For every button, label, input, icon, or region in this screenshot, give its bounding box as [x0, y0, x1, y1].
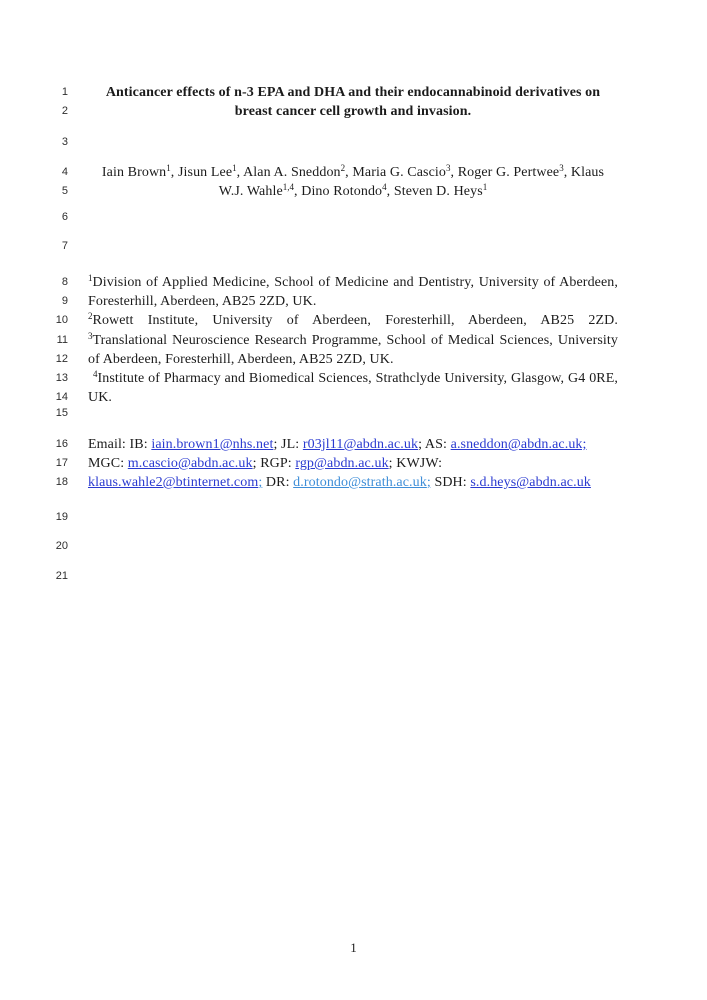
text-segment: 4 [93, 369, 98, 379]
email-link[interactable]: a.sneddon@abdn.ac.uk; [450, 437, 587, 452]
authors-line-2 [88, 182, 618, 202]
affiliation-line-6 [88, 369, 618, 389]
email-link[interactable]: ; [426, 475, 431, 490]
authors-line-1 [88, 163, 618, 183]
text-segment: Translational Neuroscience Research Programme, School of Medical Sciences, University [92, 333, 618, 348]
line-number: 1 [61, 86, 68, 98]
line-number: 18 [55, 476, 68, 488]
line-number: 12 [55, 353, 68, 365]
text-segment: 1 [166, 163, 171, 173]
affiliation-line-7 [88, 388, 618, 407]
line-number: 10 [55, 314, 68, 326]
email-link[interactable]: s.d.heys@abdn.ac.uk [470, 475, 591, 490]
text-segment: Iain Brown [101, 165, 167, 180]
text-segment: 3 [559, 163, 564, 173]
text-segment: 2 [88, 311, 93, 321]
text-segment: of Aberdeen, Foresterhill, Aberdeen, AB25 2ZD, UK. [88, 352, 394, 367]
text-segment: DR: [262, 475, 294, 490]
line-number: 19 [55, 511, 68, 523]
text-segment: breast cancer cell growth and invasion. [234, 104, 472, 119]
line-number: 5 [61, 185, 68, 197]
text-segment: , Klaus [563, 165, 605, 180]
title-line-2 [88, 102, 618, 121]
text-segment: ; AS: [418, 437, 451, 452]
text-segment: 1 [482, 182, 488, 192]
text-segment: UK. [88, 390, 113, 405]
text-segment: Rowett Institute, University of Aberdeen, Foresterhill, Aberdeen, AB25 2ZD. [92, 313, 618, 328]
email-link[interactable]: ; [258, 475, 263, 490]
text-segment: SDH: [430, 475, 471, 490]
line-number: 4 [61, 166, 68, 178]
line-number: 20 [55, 540, 68, 552]
line-number: 3 [61, 136, 68, 148]
text-segment: 3 [88, 331, 93, 341]
text-segment: 3 [446, 163, 451, 173]
text-segment: ; KWJW: [388, 456, 443, 471]
email-link[interactable]: d.rotondo@strath.ac.uk [293, 475, 427, 490]
text-segment: Foresterhill, Aberdeen, AB25 2ZD, UK. [88, 294, 317, 309]
text-segment: , Alan A. Sneddon [236, 165, 341, 180]
affiliation-line-4 [88, 331, 618, 351]
text-segment: 1 [88, 273, 93, 283]
affiliation-line-2 [88, 292, 618, 311]
text-segment: , Maria G. Cascio [345, 165, 446, 180]
line-number: 15 [55, 407, 68, 419]
email-line-2 [88, 454, 618, 473]
text-segment: 1,4 [282, 182, 295, 192]
line-number: 8 [61, 276, 68, 288]
text-segment: 4 [382, 182, 387, 192]
line-number: 17 [55, 457, 68, 469]
line-number: 11 [56, 334, 68, 346]
line-number: 16 [55, 438, 68, 450]
text-segment: , Steven D. Heys [386, 184, 483, 199]
email-line-1 [88, 435, 618, 454]
text-segment: Email: IB: [88, 437, 152, 452]
text-segment: , Roger G. Pertwee [450, 165, 560, 180]
text-segment: 2 [340, 163, 346, 173]
line-number: 6 [61, 211, 68, 223]
email-link[interactable]: klaus.wahle2@btinternet.com [88, 475, 259, 490]
text-segment: ; JL: [273, 437, 303, 452]
text-segment: 1 [232, 163, 237, 173]
email-line-3 [88, 473, 618, 492]
text-segment: Division of Applied Medicine, School of Medicine and Dentistry, University of Aberdeen, [92, 275, 618, 290]
text-segment: MGC: [88, 456, 128, 471]
affiliation-line-3 [88, 311, 618, 331]
email-link[interactable]: r03jl11@abdn.ac.uk [302, 437, 419, 452]
text-segment: , Dino Rotondo [294, 184, 383, 199]
text-segment: Institute of Pharmacy and Biomedical Sciences, Strathclyde University, Glasgow, G4 0RE, [97, 371, 618, 386]
text-segment: , Jisun Lee [170, 165, 233, 180]
affiliation-line-5 [88, 350, 618, 369]
line-number: 14 [55, 391, 68, 403]
text-segment: ; RGP: [252, 456, 296, 471]
line-number: 9 [61, 295, 68, 307]
line-number: 2 [61, 105, 68, 117]
email-link[interactable]: iain.brown1@nhs.net [151, 437, 274, 452]
email-link[interactable]: m.cascio@abdn.ac.uk [127, 456, 253, 471]
affiliation-line-1 [88, 273, 618, 293]
line-number: 7 [61, 240, 68, 252]
page-number: 1 [350, 940, 357, 955]
text-segment: W.J. Wahle [218, 184, 283, 199]
line-number: 13 [55, 372, 68, 384]
title-line-1 [88, 83, 618, 102]
text-segment: Anticancer effects of n-3 EPA and DHA and their endocannabinoid derivatives on [105, 85, 601, 100]
line-number: 21 [55, 570, 68, 582]
email-link[interactable]: rgp@abdn.ac.uk [295, 456, 389, 471]
